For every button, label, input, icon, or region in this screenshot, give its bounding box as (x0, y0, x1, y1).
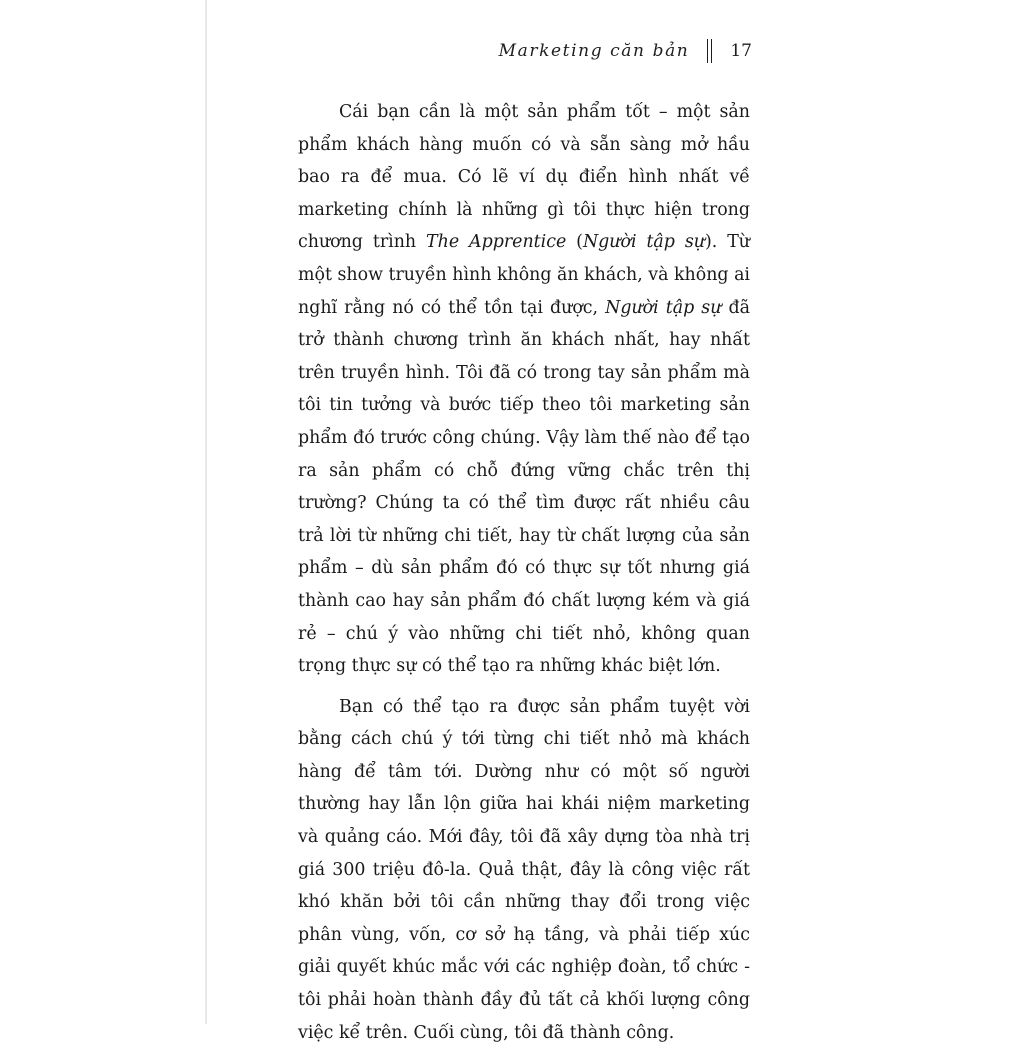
italic-title-the-apprentice: The Apprentice (426, 232, 567, 253)
page-number: 17 (730, 41, 752, 61)
running-title: Marketing căn bản (498, 41, 690, 61)
paragraph-1 (298, 96, 750, 683)
paragraph-2: Bạn có thể tạo ra được sản phẩm tuyệt vời bằng cách chú ý tới từng chi tiết nhỏ mà khách hàng để tâm tới. Dường như có một số người thường hay lẫn lộn giữa hai khái niệm marketing và quảng cáo. Mới đây, tôi đã xây dựng tòa nhà trị giá 300 triệu đô-la. Quả thật, đây là công việc rất khó khăn bởi tôi cần những thay đổi trong việc phân vùng, vốn, cơ sở hạ tầng, và phải tiếp xúc giải quyết khúc mắc với các nghiệp đoàn, tổ chức - tôi phải hoàn thành đầy đủ tất cả khối lượng công việc kể trên. Cuối cùng, tôi đã thành công. (298, 696, 750, 1043)
body-text (298, 96, 750, 1049)
header-double-rule (707, 39, 712, 63)
page-edge-shadow (205, 0, 207, 1024)
italic-title-nguoi-tap-su-2: Người tập sự (605, 297, 722, 318)
paragraph-1-text-b: ( (566, 232, 583, 253)
italic-title-nguoi-tap-su: Người tập sự (582, 232, 705, 253)
running-header (499, 36, 752, 66)
paragraph-1-text-a: Cái bạn cần là một sản phẩm tốt – một sản phẩm khách hàng muốn có và sẵn sàng mở hầu bao ra để mua. Có lẽ ví dụ điển hình nhất về marketing chính là những gì tôi thực hiện trong chương trình (298, 102, 750, 253)
paragraph-1-text-c: ). Từ một show truyền hình không ăn khách, và không ai nghĩ rằng nó có thể tồn tại được, (298, 232, 750, 318)
paragraph-1-text-d: đã trở thành chương trình ăn khách nhất, hay nhất trên truyền hình. Tôi đã có trong tay sản phẩm mà tôi tin tưởng và bước tiếp theo tôi marketing sản phẩm đó trước công chúng. Vậy làm thế nào để tạo ra sản phẩm có chỗ đứng vững chắc trên thị trường? Chúng ta có thể tìm được rất nhiều câu trả lời từ những chi tiết, hay từ chất lượng của sản phẩm – dù sản phẩm đó có thực sự tốt nhưng giá thành cao hay sản phẩm đó chất lượng kém và giá rẻ – chú ý vào những chi tiết nhỏ, không quan trọng thực sự có thể tạo ra những khác biệt lớn. (298, 297, 750, 677)
